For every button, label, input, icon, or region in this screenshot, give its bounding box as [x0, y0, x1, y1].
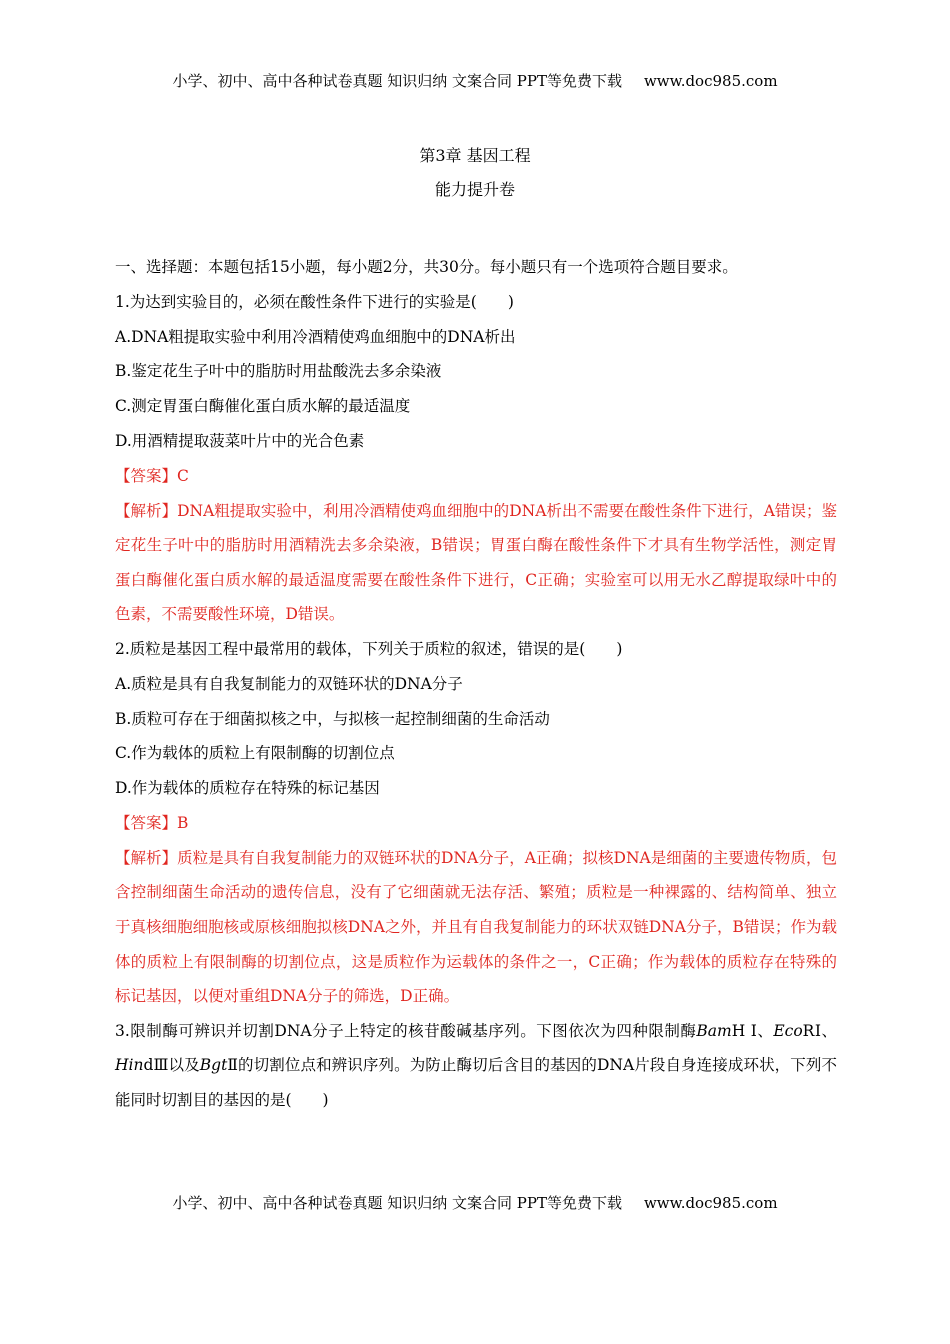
analysis: 【解析】质粒是具有自我复制能力的双链环状的DNA分子，A正确；拟核DNA是细菌的主要遗传物质，包含控制细菌生命活动的遗传信息，没有了它细菌就无法存活、繁殖；质粒是一种裸露的、结构简单、独立于真核细胞细胞核或原核细胞拟核DNA之外，并且有自我复制能力的环状双链DNA分子，B错误；作为载体的质粒上有限制酶的切割位点，这是质粒作为运载体的条件之一，C正确；作为载体的质粒存在特殊的标记基因，以便对重组DNA分子的筛选，D正确。 [115, 848, 837, 1006]
enzyme-ecori-rest: RⅠ、 [802, 1021, 837, 1040]
paper-subtitle: 能力提升卷 [434, 180, 515, 199]
question-stem: 1.为达到实验目的，必须在酸性条件下进行的实验是( ) [115, 292, 514, 311]
section-heading: 一、选择题：本题包括15小题，每小题2分，共30分。每小题只有一个选项符合题目要求。 [115, 258, 738, 276]
question-2 [115, 632, 837, 1014]
analysis: 【解析】DNA粗提取实验中，利用冷酒精使鸡血细胞中的DNA析出不需要在酸性条件下进行，A错误；鉴定花生子叶中的脂肪时用酒精洗去多余染液，B错误；胃蛋白酶在酸性条件下才具有生物学活性，测定胃蛋白酶催化蛋白质水解的最适温度需要在酸性条件下进行，C正确；实验室可以用无水乙醇提取绿叶中的色素，不需要酸性环境，D错误。 [115, 501, 837, 624]
option-c: C.测定胃蛋白酶催化蛋白质水解的最适温度 [115, 397, 411, 416]
document-titles [0, 146, 950, 200]
question-1 [115, 285, 837, 632]
page-header [0, 70, 950, 91]
footer-text: 小学、初中、高中各种试卷真题 知识归纳 文案合同 PPT等免费下载 [172, 1194, 622, 1212]
option-b: B.质粒可存在于细菌拟核之中，与拟核一起控制细菌的生命活动 [115, 709, 550, 728]
header-text: 小学、初中、高中各种试卷真题 知识归纳 文案合同 PPT等免费下载 [172, 72, 622, 90]
option-d: D.作为载体的质粒存在特殊的标记基因 [115, 779, 380, 798]
header-site-link[interactable]: www.doc985.com [643, 72, 778, 90]
answer: 【答案】B [115, 813, 189, 832]
answer: 【答案】C [115, 466, 189, 485]
question-3-stem [115, 1014, 837, 1118]
enzyme-bgtii-italic: Bgt [199, 1056, 228, 1075]
option-a: A.DNA粗提取实验中利用冷酒精使鸡血细胞中的DNA析出 [115, 327, 516, 346]
enzyme-hindiii-rest: dⅢ以及 [143, 1056, 200, 1075]
option-a: A.质粒是具有自我复制能力的双链环状的DNA分子 [115, 674, 463, 693]
question-stem: 2.质粒是基因工程中最常用的载体，下列关于质粒的叙述，错误的是( ) [115, 639, 623, 658]
enzyme-ecori-italic: Eco [773, 1021, 803, 1040]
page-footer [0, 1192, 950, 1213]
option-b: B.鉴定花生子叶中的脂肪时用盐酸洗去多余染液 [115, 362, 442, 381]
enzyme-hindiii-italic: Hin [115, 1056, 144, 1075]
option-c: C.作为载体的质粒上有限制酶的切割位点 [115, 744, 395, 763]
q3-text-1: 3.限制酶可辨识并切割DNA分子上特定的核苷酸碱基序列。下图依次为四种限制酶 [115, 1021, 697, 1040]
exam-content [115, 250, 837, 1117]
footer-site-link[interactable]: www.doc985.com [643, 1194, 778, 1212]
chapter-title: 第3章 基因工程 [419, 146, 531, 165]
option-d: D.用酒精提取菠菜叶片中的光合色素 [115, 431, 365, 450]
enzyme-bamhi-italic: Bam [696, 1021, 732, 1040]
enzyme-bamhi-rest: H Ⅰ、 [731, 1021, 774, 1040]
q3-text-2: Ⅱ的切割位点和辨识序列。为防止酶切后含目的基因的DNA片段自身连接成环状，下列不能同时切割目的基因的是( ) [115, 1056, 837, 1109]
